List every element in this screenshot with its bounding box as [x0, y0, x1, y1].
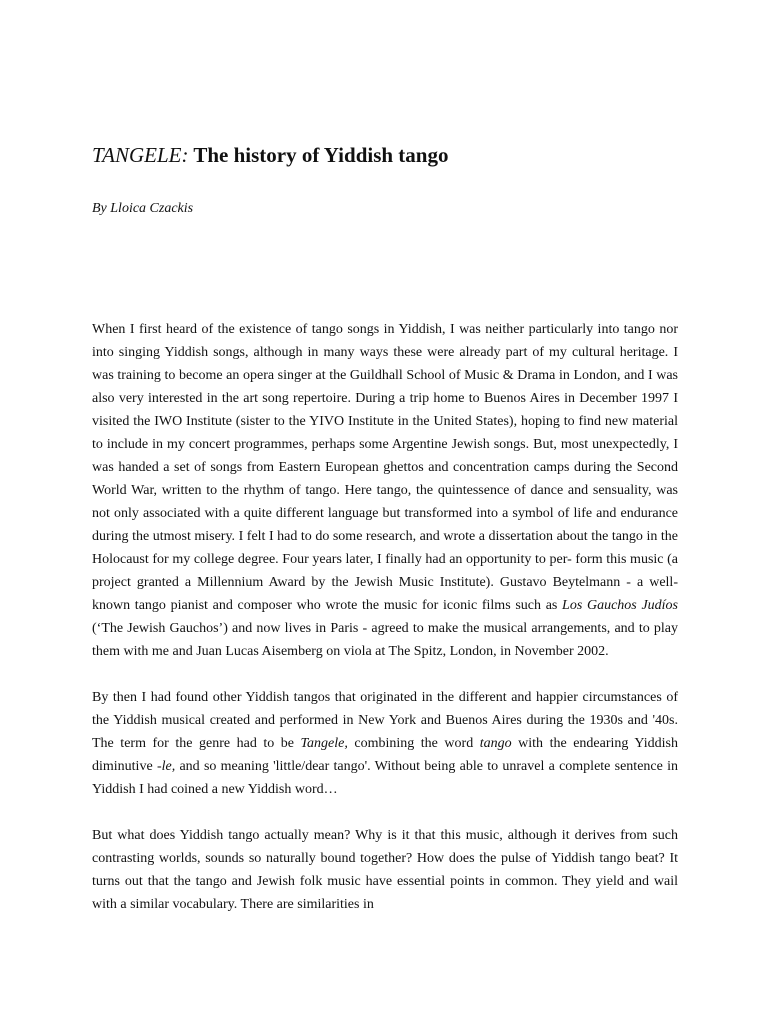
article-title — [92, 143, 448, 168]
title-tangele: TANGELE: — [92, 143, 189, 167]
paragraph-3: But what does Yiddish tango actually mean? Why is it that this music, although it derives from such contrasting worlds, sounds so naturally bound together? How does the pulse of Yiddish tango beat? It turns out that the tango and Jewish folk music have essential points in common. They yield and wail with a similar vocabulary. There are similarities in — [92, 828, 678, 912]
paragraph-2 — [92, 686, 678, 801]
paragraph-1 — [92, 318, 678, 663]
paragraph-2-text-c: with the endearing Yiddish diminutive — [92, 736, 678, 774]
article-body — [92, 318, 678, 916]
term-tango: tango — [479, 736, 512, 751]
paragraph-2-text-d: and so meaning 'little/dear tango'. Without being able to unravel a complete sentence in Yiddish I had coined a new Yiddish word… — [92, 759, 678, 797]
paragraph-1-text-b: (‘The Jewish Gauchos’) and now lives in Paris - agreed to make the musical arrangements, and to play them with me and Juan Lucas Aisemberg on viola at The Spitz, London, in November 2002. — [92, 621, 678, 659]
paragraph-1-text-a: When I first heard of the existence of tango songs in Yiddish, I was neither particularly into tango nor into singing Yiddish songs, although in many ways these were already part of my cultural heritage. I was training to become an opera singer at the Guildhall School of Music & Drama in London, and I was also very interested in the art song repertoire. During a trip home to Buenos Aires in December 1997 I visited the IWO Institute (sister to the YIVO Institute in the United States), hoping to find new material to include in my concert programmes, perhaps some Argentine Jewish songs. But, most unexpectedly, I was handed a set of songs from Eastern European ghettos and concentration camps during the Second World War, written to the rhythm of tango. Here tango, the quintessence of dance and sensuality, was not only associated with a quite different language but transformed into a symbol of life and endurance during the utmost misery. I felt I had to do some research, and wrote a dissertation about the tango in the Holocaust for my college degree. Four years later, I finally had an opportunity to per- form this music (a project granted a Millennium Award by the Jewish Music Institute). Gustavo Beytelmann - a well-known tango pianist and composer who wrote the music for iconic films such as — [92, 322, 678, 613]
paragraph-2-text-b: combining the word — [347, 736, 480, 751]
author-byline: By Lloica Czackis — [92, 201, 194, 216]
paragraph-2-text-a: By then I had found other Yiddish tangos that originated in the different and happier circumstances of the Yiddish musical created and performed in New York and Buenos Aires during the 1930s and '40s. The term for the genre had to be — [92, 690, 678, 751]
term-tangele: Tangele, — [300, 736, 348, 751]
term-le: -le, — [156, 759, 176, 774]
title-subtitle: The history of Yiddish tango — [188, 143, 449, 167]
film-title: Los Gauchos Judíos — [562, 598, 678, 613]
